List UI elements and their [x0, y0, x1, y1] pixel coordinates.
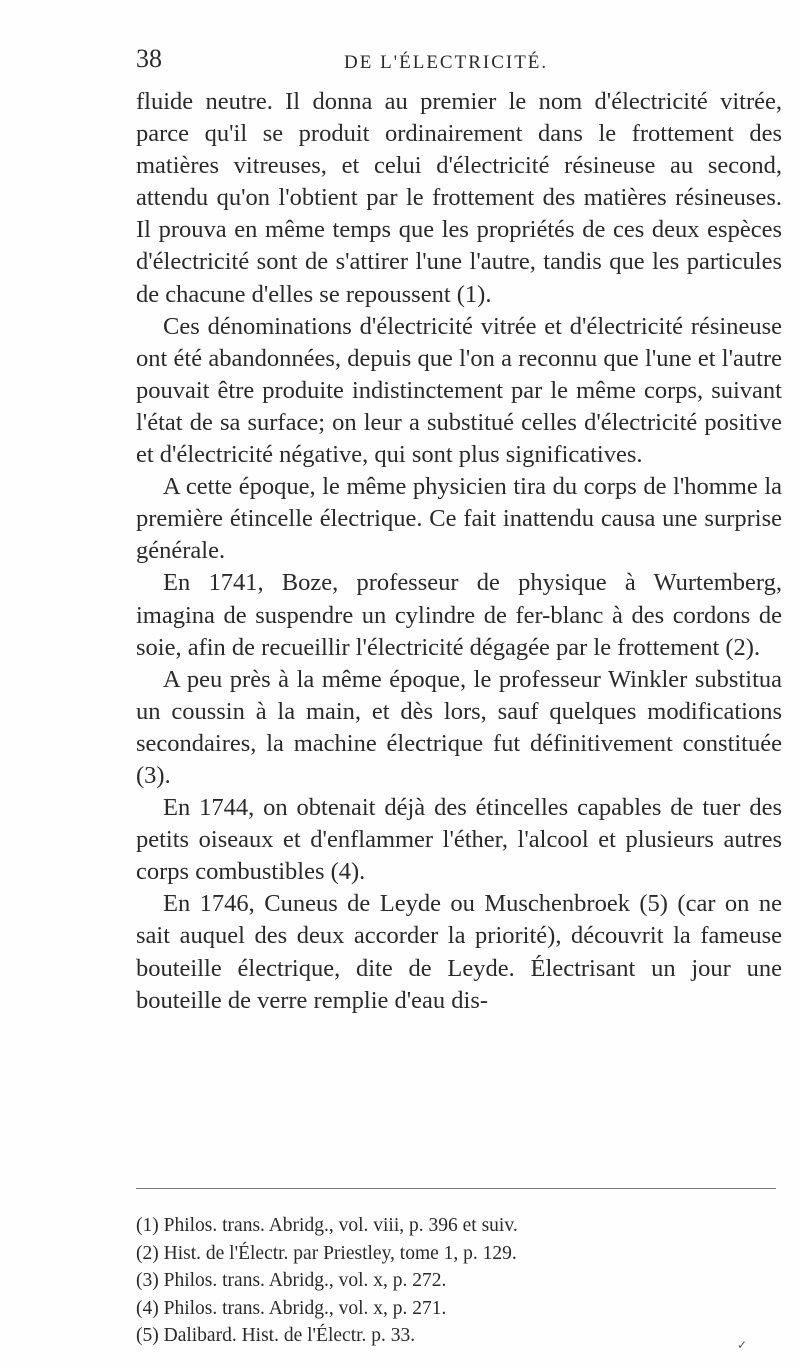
footnote-3: (3) Philos. trans. Abridg., vol. x, p. 272.	[136, 1270, 447, 1291]
paragraph-1: fluide neutre. Il donna au premier le nom d'électricité vitrée, parce qu'il se produit ordinairement dans le frottement des matières vitreuses, et celui d'électricité résineuse au second, attendu qu'on l'obtient par le frottement des matières résineuses. Il prouva en même temps que les propriétés de ces deux espèces d'électricité sont de s'attirer l'une l'autre, tandis que les particules de chacune d'elles se repoussent (1).	[136, 88, 782, 308]
paragraph-7: En 1746, Cuneus de Leyde ou Muschenbroek (5) (car on ne sait auquel des deux accorder la priorité), découvrit la fameuse bouteille électrique, dite de Leyde. Électrisant un jour une bouteille de verre remplie d'eau dis-	[136, 890, 782, 1014]
page-header	[136, 40, 776, 84]
page-number: 38	[136, 44, 162, 73]
margin-mark: ✓	[737, 1338, 748, 1352]
paragraph-6: En 1744, on obtenait déjà des étincelles capables de tuer des petits oiseaux et d'enflammer l'éther, l'alcool et plusieurs autres corps combustibles (4).	[136, 794, 782, 886]
paragraph-4: En 1741, Boze, professeur de physique à Wurtemberg, imagina de suspendre un cylindre de fer-blanc à des cordons de soie, afin de recueillir l'électricité dégagée par le frottement (2).	[136, 569, 782, 661]
footnotes	[136, 1212, 776, 1350]
footnote-4: (4) Philos. trans. Abridg., vol. x, p. 271.	[136, 1297, 447, 1319]
paragraph-3: A cette époque, le même physicien tira du corps de l'homme la première étincelle électrique. Ce fait inattendu causa une surprise générale.	[136, 473, 782, 565]
running-title: DE L'ÉLECTRICITÉ.	[344, 52, 549, 73]
paragraph-2: Ces dénominations d'électricité vitrée et d'électricité résineuse ont été abandonnées, depuis que l'on a reconnu que l'une et l'autre pouvait être produite indistinctement par le même corps, suivant l'état de sa surface; on leur a substitué celles d'électricité positive et d'électricité négative, qui sont plus significatives.	[136, 312, 782, 469]
footnote-divider	[136, 1188, 776, 1189]
footnote-5: (5) Dalibard. Hist. de l'Électr. p. 33.	[136, 1325, 416, 1346]
footnote-1: (1) Philos. trans. Abridg., vol. viii, p. 396 et suiv.	[136, 1215, 518, 1236]
footnote-2: (2) Hist. de l'Électr. par Priestley, tome 1, p. 129.	[136, 1242, 517, 1264]
body-text	[136, 86, 782, 1017]
paragraph-5: A peu près à la même époque, le professeur Winkler substitua un coussin à la main, et dès lors, sauf quelques modifications secondaires, la machine électrique fut définitivement constituée (3).	[136, 665, 782, 789]
